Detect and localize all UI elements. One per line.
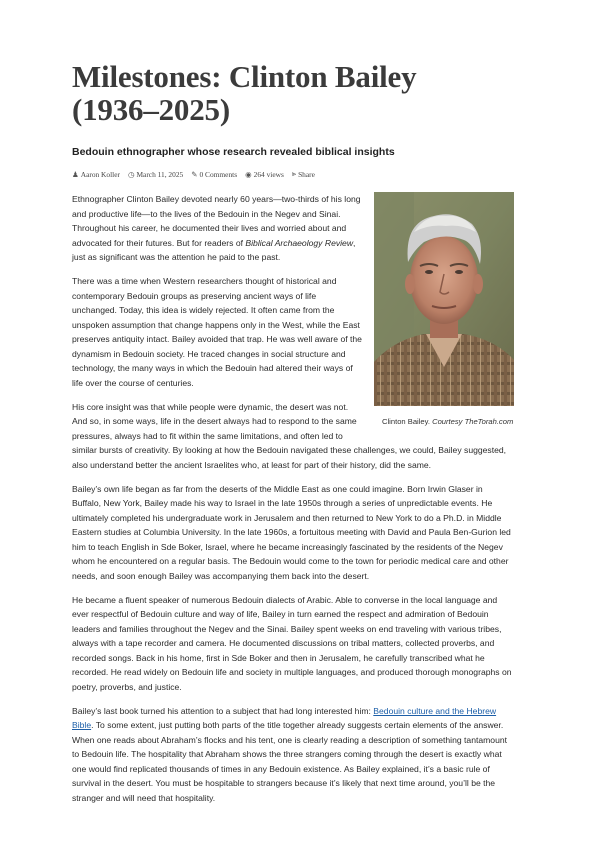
comments-link[interactable] [191, 170, 237, 179]
paragraph-3: His core insight was that while people were dynamic, the desert was not. And so, in some ways, life in the desert always had to respond to the same pressures, always had to fit within the same limitations, and often led to similar bursts of creativity. By looking at how the Bedouin navigated these challenges, we could, Bailey suggested, also understand better the ancient Israelites who, at least for part of their history, did the same. [72, 401, 507, 470]
portrait-figure [374, 192, 514, 433]
user-icon: ♟ [72, 169, 79, 179]
photo-caption [382, 416, 514, 427]
eye-icon: ◉ [245, 169, 252, 179]
article-subtitle: Bedouin ethnographer whose research revealed biblical insights [72, 146, 395, 158]
paragraph-4: Bailey’s own life began as far from the deserts of the Middle East as one could imagine. Born Irwin Glaser in Buffalo, New York, Bailey made his way to Israel in the late 1950s through a series of unpredictable events. He ultimately completed his undergraduate work in Jerusalem and then returned to New York to do a Ph.D. in Middle Eastern studies at Columbia University. In the late 1960s, a fortuitous meeting with David and Paula Ben-Gurion led him to teach English in Sde Boker, Israel, where he became increasingly fascinated by the residents of the Negev whom he encountered on a regular basis. The Bedouin would come to the town for periodic medical care and other needs, and soon enough Bailey was accompanying them back into the desert. [72, 483, 511, 581]
publish-date [128, 170, 183, 179]
paragraph-6-text-a: Bailey’s last book turned his attention to a subject that had long interested him: [72, 705, 374, 716]
views-count [245, 170, 284, 179]
author-name: Aaron Koller [80, 169, 120, 179]
paragraph-5: He became a fluent speaker of numerous Bedouin dialects of Arabic. Able to converse in the local language and ever respectful of Bedouin culture and way of life, Bailey in turn earned the respect and admiration of Bedouin leaders and families throughout the Negev and the Sinai. Bailey spent weeks on end traveling with various tribes, always with a tape recorder and camera. He documented discussions on tribal matters, collected proverbs, and recorded songs. Back in his home, first in Sde Boker and then in Jerusalem, he carefully transcribed what he recorded. He read widely on Bedouin life and society in multiple languages, and produced thorough monographs on poetry, proverbs, and justice. [72, 594, 512, 692]
caption-main: Clinton Bailey. [382, 417, 433, 426]
comment-icon: ✎ [191, 169, 198, 179]
share-icon: ⪢ [291, 169, 297, 178]
comments-count: 0 Comments [199, 169, 238, 179]
magazine-title: Biblical Archaeology Review [245, 237, 354, 248]
portrait-photo [374, 192, 514, 406]
share-button[interactable] [292, 169, 315, 179]
article-body [72, 192, 512, 805]
caption-credit: Courtesy TheTorah.com [432, 417, 514, 426]
clock-icon: ◷ [127, 169, 135, 179]
author-link[interactable] [72, 170, 120, 179]
book-link[interactable]: Bedouin culture and the Hebrew Bible [72, 705, 497, 730]
paragraph-1-text-b: , just as significant was the attention he paid to the past. [72, 237, 356, 262]
paragraph-6 [72, 704, 512, 806]
paragraph-2: There was a time when Western researchers thought of historical and contemporary Bedouin groups as preserving ancient ways of life unchanged. Today, this idea is widely rejected. It often came from the unspoken assumption that change happens only in the West, while the East preserves antiquity intact. Bailey avoided that trap. He was well aware of the dynamism in Bedouin society. He traced changes in social structure and technology, the many ways in which the Bedouin had altered their ways of life over the course of centuries. [72, 276, 362, 388]
paragraph-1-text-a: Ethnographer Clinton Bailey devoted nearly 60 years—two-thirds of his long and productive life—to the lives of the Bedouin in the Negev and Sinai. Throughout his career, he documented their lives and worried about and advocated for their futures. But for readers of [72, 194, 361, 248]
views-text: 264 views [253, 169, 284, 179]
paragraph-6-text-b: . To some extent, just putting both parts of the title together already suggests certain elements of the answer. When one reads about Abraham’s flocks and his tent, one is clearly reading a description of something tantamount to Bedouin life. The hospitality that Abraham shows the three strangers coming through the desert is exactly what one would find replicated thousands of times in any Bedouin existence. As Bailey explained, it’s a basic rule of survival in the desert. You must be hospitable to strangers because it’s likely that next time around, you’ll be the stranger and will need that hospitality. [72, 720, 508, 803]
share-label: Share [298, 169, 315, 179]
article-title: Milestones: Clinton Bailey (1936–2025) [72, 59, 417, 127]
date-text: March 11, 2025 [136, 169, 184, 179]
article-meta [72, 169, 512, 179]
